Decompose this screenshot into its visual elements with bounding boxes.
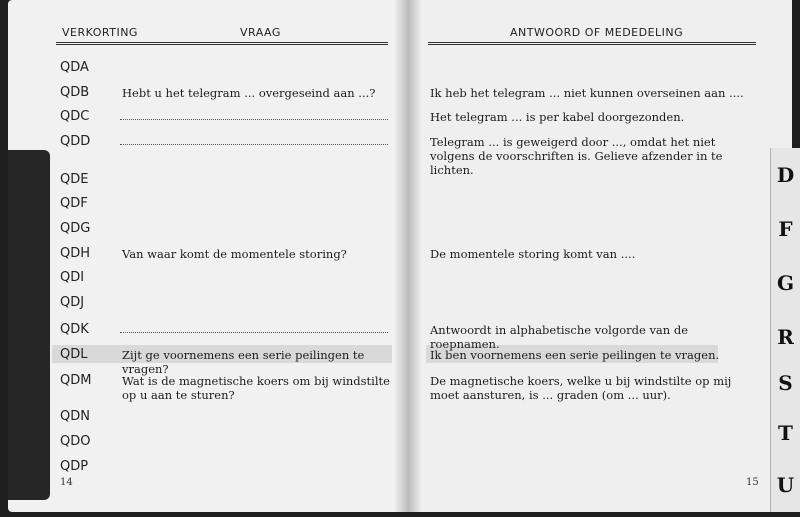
question-qdb: Hebt u het telegram ... overgeseind aan ...?	[122, 86, 376, 100]
index-tab-g[interactable]: G	[770, 256, 800, 310]
blank-line-qdk	[120, 332, 388, 333]
code-qdn: QDN	[60, 409, 90, 424]
code-qdf: QDF	[60, 196, 88, 211]
index-tab-d[interactable]: D	[770, 148, 800, 202]
code-qdk: QDK	[60, 322, 89, 337]
index-tab-u[interactable]: U	[770, 458, 800, 512]
code-qdl: QDL	[60, 347, 88, 362]
answer-qdh: De momentele storing komt van ....	[430, 247, 636, 261]
code-qdm: QDM	[60, 373, 92, 388]
code-qdh: QDH	[60, 246, 91, 261]
index-tab-r[interactable]: R	[770, 310, 800, 364]
code-qdb: QDB	[60, 85, 90, 100]
question-qdm: Wat is de magnetische koers om bij windstilte op u aan te sturen?	[122, 374, 390, 402]
binding-strip	[8, 150, 50, 500]
code-qda: QDA	[60, 60, 89, 75]
code-qdo: QDO	[60, 434, 91, 449]
index-tab-f[interactable]: F	[770, 202, 800, 256]
header-question: VRAAG	[240, 26, 281, 39]
answer-qdb: Ik heb het telegram ... niet kunnen overseinen aan ....	[430, 86, 744, 100]
code-qde: QDE	[60, 172, 89, 187]
code-qdp: QDP	[60, 459, 89, 474]
question-qdl: Zijt ge voornemens een serie peilingen te vragen?	[122, 348, 365, 376]
blank-line-qdc	[120, 119, 388, 120]
answer-qdl: Ik ben voornemens een serie peilingen te vragen.	[430, 348, 720, 362]
page-number-left: 14	[60, 477, 73, 488]
answer-qdk: Antwoordt in alphabetische volgorde van de roepnamen.	[430, 323, 689, 351]
header-abbreviation: VERKORTING	[62, 26, 138, 39]
code-qdi: QDI	[60, 270, 85, 285]
code-qdd: QDD	[60, 134, 91, 149]
book-gutter	[394, 0, 422, 512]
index-tab-s[interactable]: S	[770, 356, 800, 410]
answer-qdm: De magnetische koers, welke u bij windstilte op mij moet aansturen, is ... graden (om ... uur).	[430, 374, 732, 402]
header-rule-right	[428, 42, 756, 45]
index-tab-t[interactable]: T	[770, 406, 800, 460]
page-number-right: 15	[746, 477, 759, 488]
header-answer: ANTWOORD OF MEDEDELING	[510, 26, 684, 39]
answer-qdc: Het telegram ... is per kabel doorgezonden.	[430, 110, 685, 124]
answer-qdd: Telegram ... is geweigerd door ..., omdat het niet volgens de voorschriften is. Gelieve afzender in te lichten.	[430, 135, 723, 177]
question-qdh: Van waar komt de momentele storing?	[122, 247, 347, 261]
header-rule-left	[56, 42, 388, 45]
code-qdc: QDC	[60, 109, 90, 124]
code-qdg: QDG	[60, 221, 91, 236]
blank-line-qdd	[120, 144, 388, 145]
code-qdj: QDJ	[60, 295, 85, 310]
